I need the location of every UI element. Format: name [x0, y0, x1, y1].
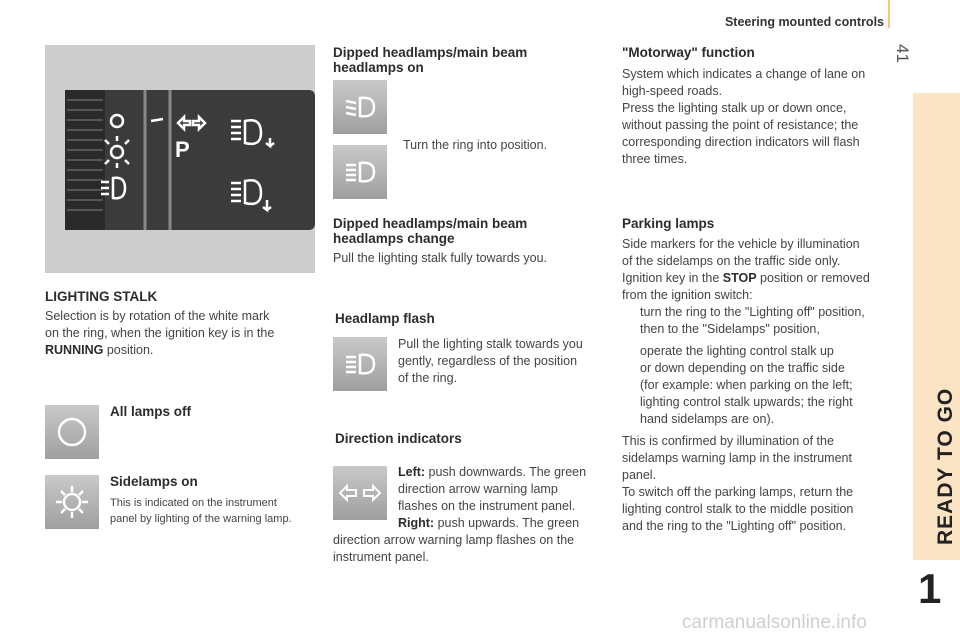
direction-line: direction arrow warning lamp [398, 482, 558, 496]
parking-line: and the ring to the "Lighting off" position. [622, 519, 847, 533]
dipped-on-text: Turn the ring into position. [403, 138, 548, 152]
main-beam-icon [333, 145, 387, 199]
dipped-change-text: Pull the lighting stalk fully towards you. [333, 251, 547, 265]
headlamp-flash-title: Headlamp flash [335, 311, 435, 326]
direction-line: direction arrow warning lamp flashes on the [333, 533, 575, 547]
motorway-body [622, 66, 902, 168]
direction-line [398, 515, 608, 532]
lighting-stalk-line: Selection is by rotation of the white mark [45, 309, 270, 323]
direction-arrows-icon [333, 466, 387, 520]
headlamp-flash-line: gently, regardless of the position [398, 354, 578, 368]
section-header: Steering mounted controls [724, 15, 884, 29]
left-label: Left: [398, 465, 426, 479]
parking-line: hand sidelamps are on). [640, 412, 775, 426]
lighting-stalk-photo [45, 45, 315, 273]
dipped-on-title [333, 45, 527, 75]
parking-line: from the ignition switch: [622, 288, 753, 302]
footer-watermark: carmanualsonline.info [682, 612, 867, 633]
direction-line: flashes on the instrument panel. [398, 499, 576, 513]
sidelamps-line: This is indicated on the instrument [110, 497, 277, 509]
parking-line: Side markers for the vehicle by illumination [622, 237, 860, 251]
chapter-number: 1 [918, 565, 942, 612]
all-lamps-off-title: All lamps off [110, 404, 192, 419]
lighting-stalk-end: position. [103, 343, 154, 357]
motorway-line: Press the lighting stalk up or down once, [622, 101, 847, 115]
headlamp-flash-body [398, 336, 608, 387]
parking-line: This is confirmed by illumination of the [622, 434, 834, 448]
parking-line: or down depending on the traffic side [640, 361, 845, 375]
dipped-on-title-line: Dipped headlamps/main beam [333, 45, 528, 60]
parking-text: position or removed [756, 271, 870, 285]
motorway-line: corresponding direction indicators will flash [622, 135, 860, 149]
headlamp-flash-line: Pull the lighting stalk towards you [398, 337, 583, 351]
circle-lamp-off-icon [45, 405, 99, 459]
motorway-line: System which indicates a change of lane on [622, 67, 866, 81]
parking-title: Parking lamps [622, 216, 715, 231]
parking-line: (for example: when parking on the left; [640, 378, 853, 392]
direction-right-body [333, 532, 613, 566]
lighting-stalk-title: LIGHTING STALK [45, 289, 158, 304]
dipped-change-title [333, 216, 527, 246]
motorway-line: high-speed roads. [622, 84, 723, 98]
right-label: Right: [398, 516, 435, 530]
header-divider [888, 0, 890, 28]
sidelamp-icon [45, 475, 99, 529]
parking-line: panel. [622, 468, 657, 482]
parking-text: turn the ring to the "Lighting off" position, [640, 305, 865, 319]
sidelamps-on-body [110, 495, 320, 527]
running-key-label: RUNNING [45, 343, 104, 357]
sidelamps-line: panel by lighting of the warning lamp. [110, 513, 292, 525]
sidelamps-on-title: Sidelamps on [110, 474, 198, 489]
left-text: push downwards. The green [425, 465, 587, 479]
motorway-line: without passing the point of resistance; the [622, 118, 859, 132]
direction-line: instrument panel. [333, 550, 429, 564]
lighting-stalk-line [45, 342, 315, 359]
page-number: 41 [893, 44, 912, 63]
headlamp-flash-line: of the ring. [398, 371, 458, 385]
lighting-stalk-line: on the ring, when the ignition key is in the [45, 326, 275, 340]
parking-line: of the sidelamps on the traffic side only. [622, 254, 841, 268]
motorway-title: "Motorway" function [622, 45, 755, 60]
parking-line: lighting control stalk to the middle position [622, 502, 854, 516]
dipped-change-title-line: headlamps change [333, 231, 455, 246]
lighting-stalk-body [45, 308, 315, 359]
dipped-on-title-line: headlamps on [333, 60, 424, 75]
dipped-change-title-line: Dipped headlamps/main beam [333, 216, 528, 231]
direction-indicators-title: Direction indicators [335, 431, 462, 446]
parking-bullet [622, 343, 907, 360]
parking-body [622, 236, 907, 535]
parking-text: operate the lighting control stalk up [640, 344, 834, 358]
direction-line [398, 464, 608, 481]
parking-text: Ignition key in the [622, 271, 723, 285]
right-text: push upwards. The green [434, 516, 580, 530]
parking-bullet [622, 304, 907, 321]
stop-key-label: STOP [722, 271, 757, 285]
parking-line: To switch off the parking lamps, return the [622, 485, 854, 499]
chapter-title: READY TO GO [934, 387, 957, 545]
dipped-beam-icon [333, 80, 387, 134]
motorway-line: three times. [622, 152, 688, 166]
svg-text:P: P [175, 137, 190, 162]
parking-line [622, 270, 907, 287]
parking-line: sidelamps warning lamp in the instrument [622, 451, 852, 465]
main-beam-icon [333, 337, 387, 391]
parking-line: lighting control stalk upwards; the right [640, 395, 853, 409]
parking-line: then to the "Sidelamps" position, [640, 322, 820, 336]
direction-left-body [398, 464, 608, 532]
